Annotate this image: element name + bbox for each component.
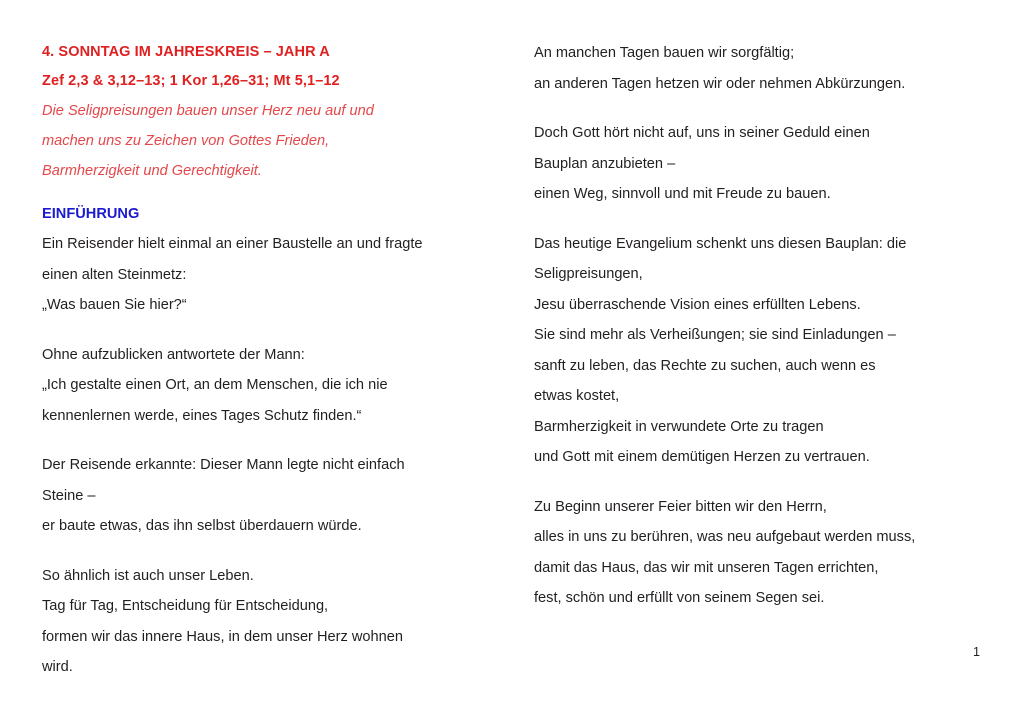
paragraph [534, 38, 988, 99]
document-header [42, 38, 494, 186]
subtitle-line: machen uns zu Zeichen von Gottes Frieden, [42, 133, 330, 149]
two-column-layout [0, 38, 1024, 683]
right-column [512, 38, 1024, 614]
text-line: Bauplan anzubieten – [534, 155, 676, 172]
scripture-readings: Zef 2,3 & 3,12–13; 1 Kor 1,26–31; Mt 5,1–12 [42, 73, 340, 89]
text-line: einen Weg, sinnvoll und mit Freude zu bauen. [534, 186, 831, 202]
text-line: formen wir das innere Haus, in dem unser Herz wohnen [42, 628, 403, 645]
paragraph [42, 340, 494, 432]
text-line: „Was bauen Sie hier?“ [42, 297, 187, 313]
text-line: und Gott mit einem demütigen Herzen zu vertrauen. [534, 449, 870, 465]
paragraph [534, 229, 988, 473]
page-title: 4. SONNTAG IM JAHRESKREIS – JAHR A [42, 44, 330, 60]
paragraph [42, 450, 494, 542]
text-line: Barmherzigkeit in verwundete Orte zu tragen [534, 418, 824, 435]
text-line: Tag für Tag, Entscheidung für Entscheidung, [42, 598, 329, 614]
text-line: einen alten Steinmetz: [42, 266, 187, 283]
text-line: So ähnlich ist auch unser Leben. [42, 567, 254, 584]
text-line: Zu Beginn unserer Feier bitten wir den Herrn, [534, 498, 827, 515]
page-number: 1 [973, 645, 980, 659]
text-line: Ein Reisender hielt einmal an einer Baustelle an und fragte [42, 236, 423, 252]
paragraph [42, 229, 494, 321]
text-line: er baute etwas, das ihn selbst überdauern würde. [42, 518, 362, 534]
text-line: Doch Gott hört nicht auf, uns in seiner Geduld einen [534, 125, 870, 141]
text-line: Ohne aufzublicken antwortete der Mann: [42, 346, 305, 363]
text-line: wird. [42, 659, 73, 675]
text-line: Der Reisende erkannte: Dieser Mann legte nicht einfach [42, 457, 405, 473]
text-line: Steine – [42, 487, 96, 504]
text-line: an anderen Tagen hetzen wir oder nehmen Abkürzungen. [534, 75, 906, 92]
text-line: Sie sind mehr als Verheißungen; sie sind Einladungen – [534, 327, 896, 343]
paragraph [42, 561, 494, 683]
text-line: sanft zu leben, das Rechte zu suchen, auch wenn es [534, 357, 876, 374]
text-line: fest, schön und erfüllt von seinem Segen sei. [534, 590, 825, 606]
text-line: alles in uns zu berühren, was neu aufgebaut werden muss, [534, 529, 916, 545]
paragraph [534, 118, 988, 210]
text-line: An manchen Tagen bauen wir sorgfältig; [534, 45, 795, 61]
text-line: Das heutige Evangelium schenkt uns diesen Bauplan: die [534, 235, 907, 252]
paragraph [534, 492, 988, 614]
text-line: Jesu überraschende Vision eines erfüllten Lebens. [534, 296, 861, 313]
text-line: „Ich gestalte einen Ort, an dem Menschen, die ich nie [42, 377, 388, 393]
text-line: Seligpreisungen, [534, 266, 643, 282]
subtitle-line: Barmherzigkeit und Gerechtigkeit. [42, 163, 262, 179]
text-line: damit das Haus, das wir mit unseren Tagen errichten, [534, 559, 879, 576]
subtitle-line: Die Seligpreisungen bauen unser Herz neu auf und [42, 103, 374, 119]
text-line: kennenlernen werde, eines Tages Schutz finden.“ [42, 407, 362, 424]
subtitle-block [42, 96, 494, 186]
text-line: etwas kostet, [534, 388, 620, 404]
left-column [0, 38, 512, 683]
section-heading-einfuehrung: EINFÜHRUNG [42, 206, 140, 222]
